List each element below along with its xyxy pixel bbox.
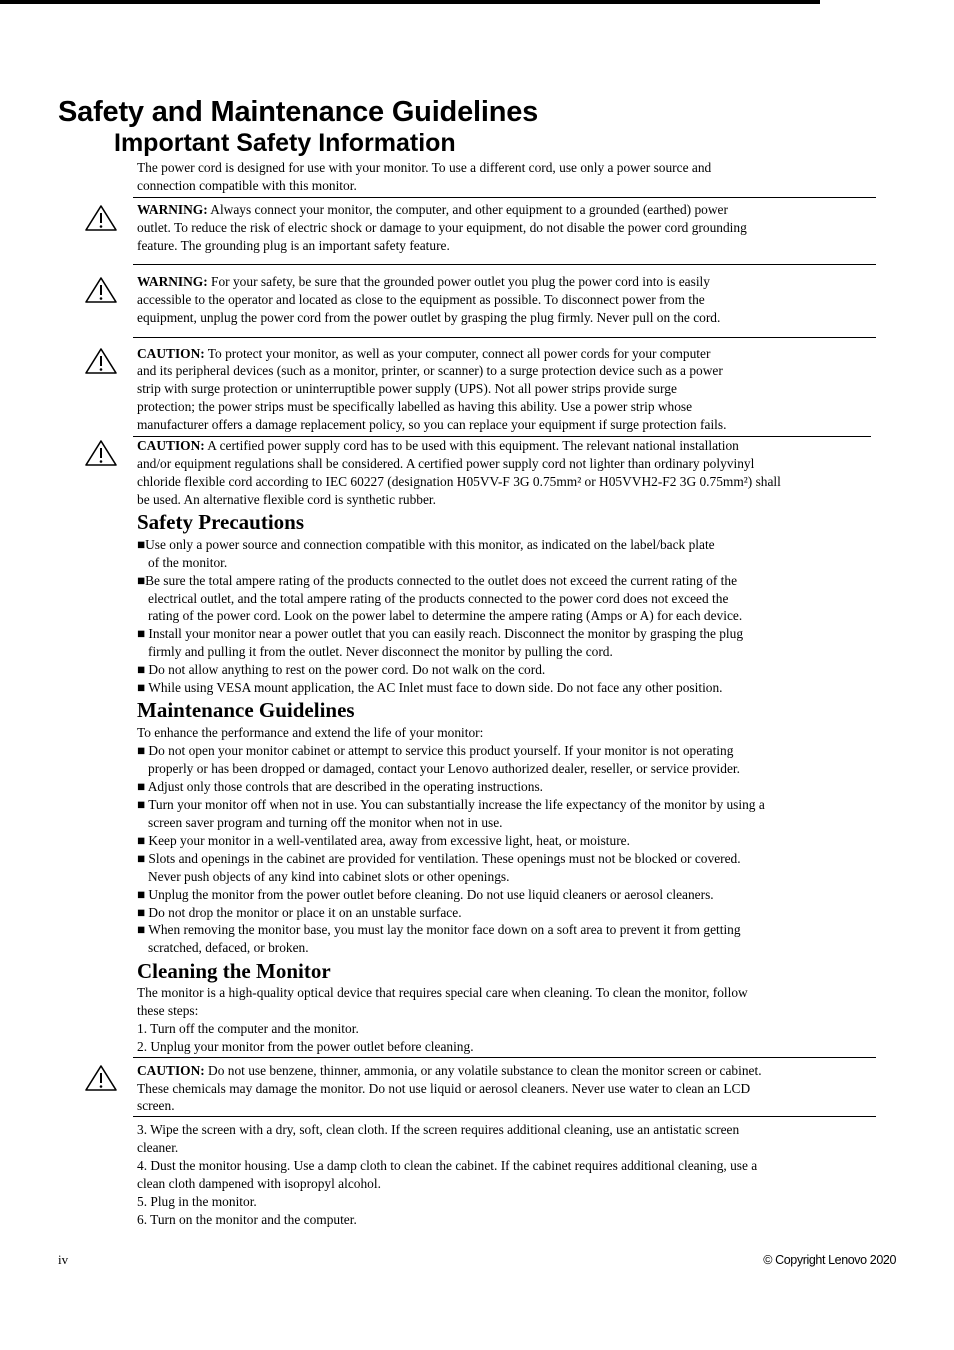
warning-triangle-icon	[83, 203, 119, 233]
notice-label: WARNING:	[137, 274, 208, 289]
warning-triangle-icon	[83, 275, 119, 305]
copyright: © Copyright Lenovo 2020	[763, 1253, 896, 1267]
cleaning-line: these steps:	[137, 1003, 199, 1018]
notice-line: equipment, unplug the power cord from the power outlet by grasping the plug firmly. Never pull on the cord.	[137, 310, 721, 325]
notice-line: CAUTION: To protect your monitor, as well as your computer, connect all power cords for your computer	[137, 346, 711, 361]
page-number: iv	[58, 1252, 69, 1267]
list-item-continuation: rating of the power cord. Look on the power label to determine the ampere rating (Amps or A) for each device.	[148, 608, 743, 623]
intro-line: connection compatible with this monitor.	[137, 178, 357, 193]
list-item: ■Be sure the total ampere rating of the products connected to the outlet does not exceed the current rating of the	[137, 573, 738, 588]
list-item: ■ Do not drop the monitor or place it on an unstable surface.	[137, 905, 462, 920]
divider	[133, 264, 876, 265]
cleaning-step-continuation: clean cloth dampened with isopropyl alcohol.	[137, 1176, 381, 1191]
notice-line: manufacturer offers a damage replacement policy, so you can replace your equipment if surge protection fails.	[137, 417, 727, 432]
notice-line: outlet. To reduce the risk of electric shock or damage to your equipment, do not disable the power cord grounding	[137, 220, 747, 235]
notice-line: chloride flexible cord according to IEC 60227 (designation H05VV-F 3G 0.75mm² or H05VVH2-F2 3G 0.75mm²) shall	[137, 474, 781, 489]
list-item: ■ Adjust only those controls that are described in the operating instructions.	[137, 779, 544, 794]
list-item: ■Use only a power source and connection compatible with this monitor, as indicated on the label/back plate	[137, 537, 715, 552]
notice-line: These chemicals may damage the monitor. Do not use liquid or aerosol cleaners. Never use water to clean an LCD	[137, 1081, 751, 1096]
cleaning-step: 5. Plug in the monitor.	[137, 1194, 257, 1209]
maintenance-heading: Maintenance Guidelines	[137, 698, 355, 722]
list-item: ■ Keep your monitor in a well-ventilated area, away from excessive light, heat, or moisture.	[137, 833, 630, 848]
page-title: Safety and Maintenance Guidelines	[58, 96, 539, 128]
warning-triangle-icon	[83, 346, 119, 376]
list-item: ■ When removing the monitor base, you must lay the monitor face down on a soft area to prevent it from getting	[137, 922, 741, 937]
list-item-continuation: scratched, defaced, or broken.	[148, 940, 309, 955]
list-item: ■ While using VESA mount application, the AC Inlet must face to down side. Do not face any other position.	[137, 680, 723, 695]
cleaning-step-continuation: cleaner.	[137, 1140, 179, 1155]
list-item-continuation: Never push objects of any kind into cabinet slots or other openings.	[148, 869, 510, 884]
warning-triangle-icon	[83, 438, 119, 468]
list-item: ■ Install your monitor near a power outlet that you can easily reach. Disconnect the monitor by grasping the plug	[137, 626, 744, 641]
notice-line: WARNING: For your safety, be sure that the grounded power outlet you plug the power cord into is easily	[137, 274, 710, 289]
list-item: ■ Turn your monitor off when not in use. You can substantially increase the life expectancy of the monitor by using a	[137, 797, 765, 812]
divider	[133, 1057, 876, 1058]
list-item-continuation: screen saver program and turning off the monitor when not in use.	[148, 815, 503, 830]
list-item: ■ Do not allow anything to rest on the power cord. Do not walk on the cord.	[137, 662, 546, 677]
intro-line: The power cord is designed for use with your monitor. To use a different cord, use only a power source and	[137, 160, 712, 175]
notice-line: strip with surge protection or uninterruptible power supply (UPS). Not all power strips provide surge	[137, 381, 677, 396]
cleaning-step: 1. Turn off the computer and the monitor.	[137, 1021, 359, 1036]
notice-label: CAUTION:	[137, 438, 205, 453]
cleaning-step: 2. Unplug your monitor from the power outlet before cleaning.	[137, 1039, 474, 1054]
notice-line: and its peripheral devices (such as a monitor, printer, or scanner) to a surge protection device such as a power	[137, 363, 723, 378]
cleaning-step: 4. Dust the monitor housing. Use a damp cloth to clean the cabinet. If the cabinet requires additional cleaning, use a	[137, 1158, 758, 1173]
section-title: Important Safety Information	[114, 129, 456, 157]
notice-line: be used. An alternative flexible cord is synthetic rubber.	[137, 492, 436, 507]
list-item-continuation: electrical outlet, and the total ampere rating of the products connected to the power cord does not exceed the	[148, 591, 729, 606]
list-item-continuation: properly or has been dropped or damaged, contact your Lenovo authorized dealer, reseller, or service provider.	[148, 761, 740, 776]
notice-line: feature. The grounding plug is an important safety feature.	[137, 238, 450, 253]
cleaning-line: The monitor is a high-quality optical device that requires special care when cleaning. To clean the monitor, follow	[137, 985, 748, 1000]
notice-label: WARNING:	[137, 202, 208, 217]
list-item-continuation: firmly and pulling it from the outlet. Never disconnect the monitor by pulling the cord.	[148, 644, 613, 659]
list-item-continuation: of the monitor.	[148, 555, 228, 570]
divider	[133, 197, 876, 198]
notice-line: screen.	[137, 1098, 175, 1113]
list-item: ■ Do not open your monitor cabinet or attempt to service this product yourself. If your monitor is not operating	[137, 743, 734, 758]
notice-line: and/or equipment regulations shall be considered. A certified power supply cord not lighter than ordinary polyvinyl	[137, 456, 755, 471]
notice-line: CAUTION: Do not use benzene, thinner, ammonia, or any volatile substance to clean the monitor screen or cabinet.	[137, 1063, 762, 1078]
safety-precautions-heading: Safety Precautions	[137, 510, 305, 534]
divider	[133, 1116, 876, 1117]
divider	[133, 337, 876, 338]
notice-line: WARNING: Always connect your monitor, the computer, and other equipment to a grounded (earthed) power	[137, 202, 728, 217]
list-item: ■ Unplug the monitor from the power outlet before cleaning. Do not use liquid cleaners or aerosol cleaners.	[137, 887, 714, 902]
warning-triangle-icon	[83, 1063, 119, 1093]
notice-label: CAUTION:	[137, 346, 205, 361]
cleaning-step: 6. Turn on the monitor and the computer.	[137, 1212, 357, 1227]
maintenance-intro: To enhance the performance and extend the life of your monitor:	[137, 725, 484, 740]
notice-line: CAUTION: A certified power supply cord has to be used with this equipment. The relevant national installation	[137, 438, 739, 453]
cleaning-heading: Cleaning the Monitor	[137, 959, 331, 983]
notice-line: protection; the power strips must be specifically labelled as having this ability. Use a power strip whose	[137, 399, 693, 414]
list-item: ■ Slots and openings in the cabinet are provided for ventilation. These openings must not be blocked or covered.	[137, 851, 741, 866]
notice-line: accessible to the operator and located as close to the equipment as possible. To disconnect power from the	[137, 292, 705, 307]
top-rule	[0, 0, 820, 4]
notice-label: CAUTION:	[137, 1063, 205, 1078]
cleaning-step: 3. Wipe the screen with a dry, soft, clean cloth. If the screen requires additional cleaning, use an antistatic screen	[137, 1122, 740, 1137]
